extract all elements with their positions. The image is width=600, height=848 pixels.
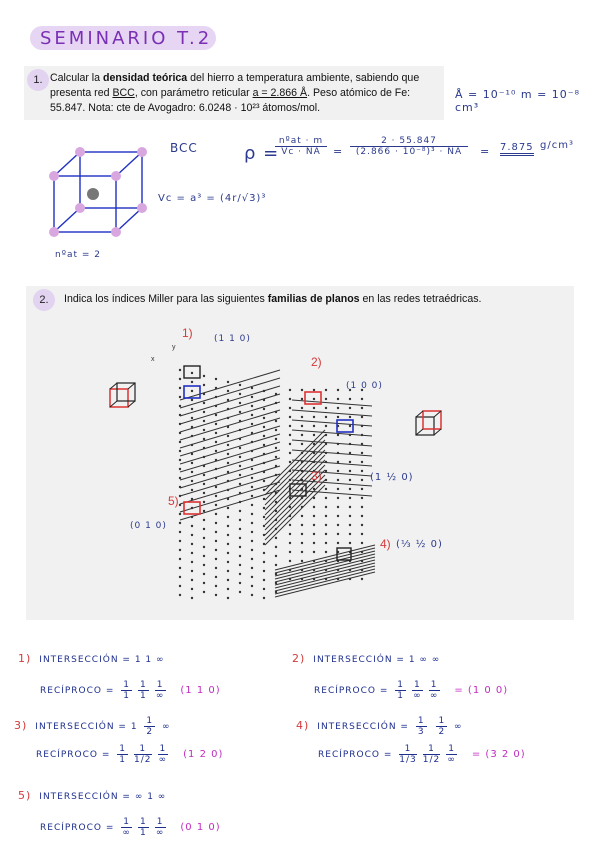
plane-index-3: (1 ½ 0) xyxy=(370,472,414,483)
intersection-value: 1 1 ∞ xyxy=(134,655,165,665)
density-formula: nºat · m Vc · NA xyxy=(275,136,327,157)
cube-icon-right xyxy=(414,409,444,439)
reciprocal-label: RECÍPROCO = xyxy=(36,750,111,760)
plane-label-3: 3) xyxy=(311,469,322,483)
bcc-cube-figure xyxy=(42,140,152,250)
intersection-label: INTERSECCIÓN = xyxy=(39,792,131,802)
page-title: SEMINARIO T.2 xyxy=(40,28,213,49)
plane-label-1: 1) xyxy=(182,326,193,340)
lattice-planes-figure xyxy=(140,340,470,610)
reciprocal-label: RECÍPROCO = xyxy=(314,686,389,696)
answer-number: 1) xyxy=(18,652,32,665)
answer-2: 2) INTERSECCIÓN = 1 ∞ ∞ RECÍPROCO = $\frac{1}{1}$ $\frac{1}{\infty}$ $\frac{1}{\infty}$ = (1 0 0) xyxy=(292,652,509,701)
density-substitution: 2 · 55.847 (2.866 · 10⁻⁸)³ · NA xyxy=(350,136,468,157)
axis-y-label: y xyxy=(172,344,176,351)
axis-x-label: x xyxy=(151,356,155,363)
atoms-count: nºat = 2 xyxy=(55,250,101,260)
equals-sign-2: = xyxy=(480,145,491,158)
bcc-label: BCC xyxy=(170,141,198,155)
plane-label-4: 4) xyxy=(380,537,391,551)
plane-index-5: (0 1 0) xyxy=(130,521,167,531)
answer-number: 3) xyxy=(14,719,28,732)
miller-result: (1 1 0) xyxy=(180,685,221,696)
plane-index-2: (1 0 0) xyxy=(346,381,383,391)
miller-result: = (3 2 0) xyxy=(471,749,526,760)
question-2-text: Indica los índices Miller para las siguientes familias de planos en las redes tetraédricas. xyxy=(64,293,482,305)
answer-5: 5) INTERSECCIÓN = ∞ 1 ∞ RECÍPROCO = $\frac{1}{\infty}$ $\frac{1}{1}$ $\frac{1}{\infty}$ (0 1 0) xyxy=(18,789,221,838)
equals-sign: = xyxy=(333,145,344,158)
answer-number: 2) xyxy=(292,652,306,665)
miller-result: (1 2 0) xyxy=(183,749,224,760)
cell-volume-formula: Vc = a³ = (4r/√3)³ xyxy=(158,193,267,204)
intersection-label: INTERSECCIÓN = xyxy=(35,722,127,732)
angstrom-note: Å = 10⁻¹⁰ m = 10⁻⁸ cm³ xyxy=(455,88,580,114)
plane-label-5: 5) xyxy=(168,494,179,508)
miller-result: (0 1 0) xyxy=(180,822,221,833)
answer-number: 4) xyxy=(296,719,310,732)
reciprocal-label: RECÍPROCO = xyxy=(318,750,393,760)
reciprocal-label: RECÍPROCO = xyxy=(40,823,115,833)
intersection-value: 1 ∞ ∞ xyxy=(408,655,441,665)
plane-label-2: 2) xyxy=(311,355,322,369)
cube-icon-left xyxy=(108,381,138,411)
intersection-value: ∞ 1 ∞ xyxy=(134,792,167,802)
plane-index-1: (1 1 0) xyxy=(214,334,251,344)
answer-1: 1) INTERSECCIÓN = 1 1 ∞ RECÍPROCO = $\frac{1}{1}$ $\frac{1}{1}$ $\frac{1}{\infty}$ (1 1 0) xyxy=(18,652,221,701)
intersection-label: INTERSECCIÓN = xyxy=(317,722,409,732)
question-2-number: 2. xyxy=(33,289,55,311)
density-result: 7.875 xyxy=(500,142,534,156)
density-unit: g/cm³ xyxy=(540,140,574,151)
miller-result: = (1 0 0) xyxy=(454,685,509,696)
intersection-label: INTERSECCIÓN = xyxy=(313,655,405,665)
intersection-label: INTERSECCIÓN = xyxy=(39,655,131,665)
reciprocal-label: RECÍPROCO = xyxy=(40,686,115,696)
answer-3: 3) INTERSECCIÓN = 1 $\frac{1}{2}$ ∞ RECÍPROCO = $\frac{1}{1}$ $\frac{1}{1/2}$ $\frac{1}{\infty}$ (1 2 0) xyxy=(14,716,224,765)
question-1-text: Calcular la densidad teórica del hierro a temperatura ambiente, sabiendo que presenta red BCC, con parámetro reticular a = 2.866 Å. Peso atómico de Fe: 55.847. Nota: cte de Avogadro: 6.0248 · 10²³ átomos/mol. xyxy=(50,72,420,114)
rho-symbol: ρ = xyxy=(244,143,280,164)
plane-index-4: (⅓ ½ 0) xyxy=(396,539,443,550)
question-1-number: 1. xyxy=(27,69,49,91)
answer-4: 4) INTERSECCIÓN = $\frac{1}{3}$ $\frac{1}{2}$ ∞ RECÍPROCO = $\frac{1}{1/3}$ $\frac{1}{1/2}$ $\frac{1}{\infty}$ = (3 2 0) xyxy=(296,716,526,765)
answer-number: 5) xyxy=(18,789,32,802)
